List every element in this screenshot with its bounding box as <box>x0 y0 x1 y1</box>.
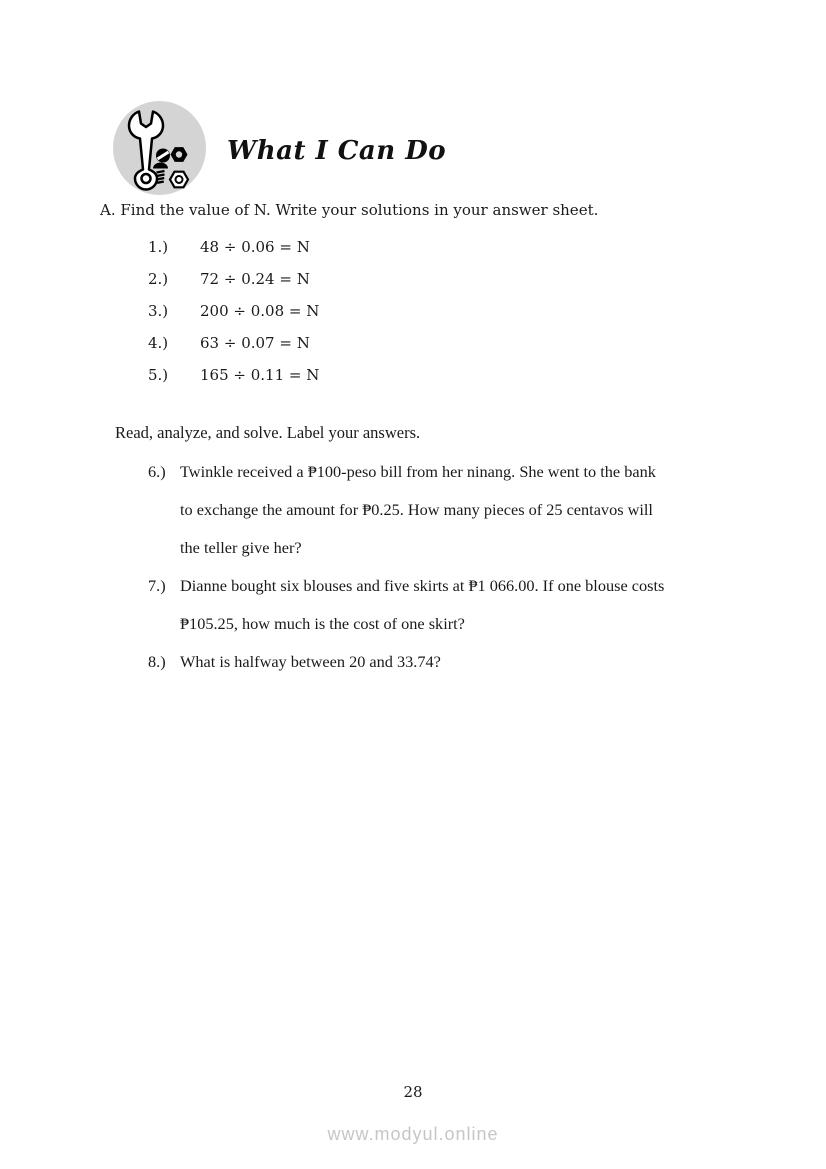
word-problem-6 <box>148 453 656 567</box>
item-number: 5.) <box>148 366 169 384</box>
problem-line: the teller give her? <box>180 538 302 557</box>
equation-item-4 <box>0 327 826 359</box>
section-b-instruction: Read, analyze, and solve. Label your answers. <box>115 423 421 442</box>
equation-item-3 <box>0 295 826 327</box>
problem-text <box>180 453 656 567</box>
item-expression: 72 ÷ 0.24 = N <box>200 270 310 288</box>
wrench-and-nuts-graphic <box>113 101 206 195</box>
word-problem-7 <box>148 567 664 643</box>
word-problem-8 <box>148 643 441 681</box>
problem-line: Dianne bought six blouses and five skirts at ₱1 066.00. If one blouse costs <box>180 576 665 595</box>
watermark: www.modyul.online <box>327 1124 499 1144</box>
problem-text <box>180 567 664 643</box>
equation-list <box>0 231 826 391</box>
equation-item-5 <box>0 359 826 391</box>
problem-text <box>180 643 441 681</box>
item-number: 1.) <box>148 238 169 256</box>
problem-line: Twinkle received a ₱100-peso bill from her ninang. She went to the bank <box>180 462 656 481</box>
item-number: 4.) <box>148 334 169 352</box>
problem-number: 7.) <box>148 576 166 595</box>
section-a-instruction: A. Find the value of N. Write your solutions in your answer sheet. <box>100 201 599 219</box>
item-expression: 200 ÷ 0.08 = N <box>200 302 320 320</box>
item-expression: 165 ÷ 0.11 = N <box>200 366 320 384</box>
wrench-and-nuts-icon <box>113 101 206 195</box>
item-number: 2.) <box>148 270 169 288</box>
problem-line: to exchange the amount for ₱0.25. How many pieces of 25 centavos will <box>180 500 653 519</box>
problem-line: What is halfway between 20 and 33.74? <box>180 652 441 671</box>
item-number: 3.) <box>148 302 169 320</box>
page-title: What I Can Do <box>227 136 447 166</box>
equation-item-2 <box>0 263 826 295</box>
equation-item-1 <box>0 231 826 263</box>
page-number: 28 <box>403 1083 423 1101</box>
problem-line: ₱105.25, how much is the cost of one skirt? <box>180 614 465 633</box>
problem-number: 8.) <box>148 652 166 671</box>
problem-number: 6.) <box>148 462 166 481</box>
item-expression: 63 ÷ 0.07 = N <box>200 334 310 352</box>
item-expression: 48 ÷ 0.06 = N <box>200 238 310 256</box>
